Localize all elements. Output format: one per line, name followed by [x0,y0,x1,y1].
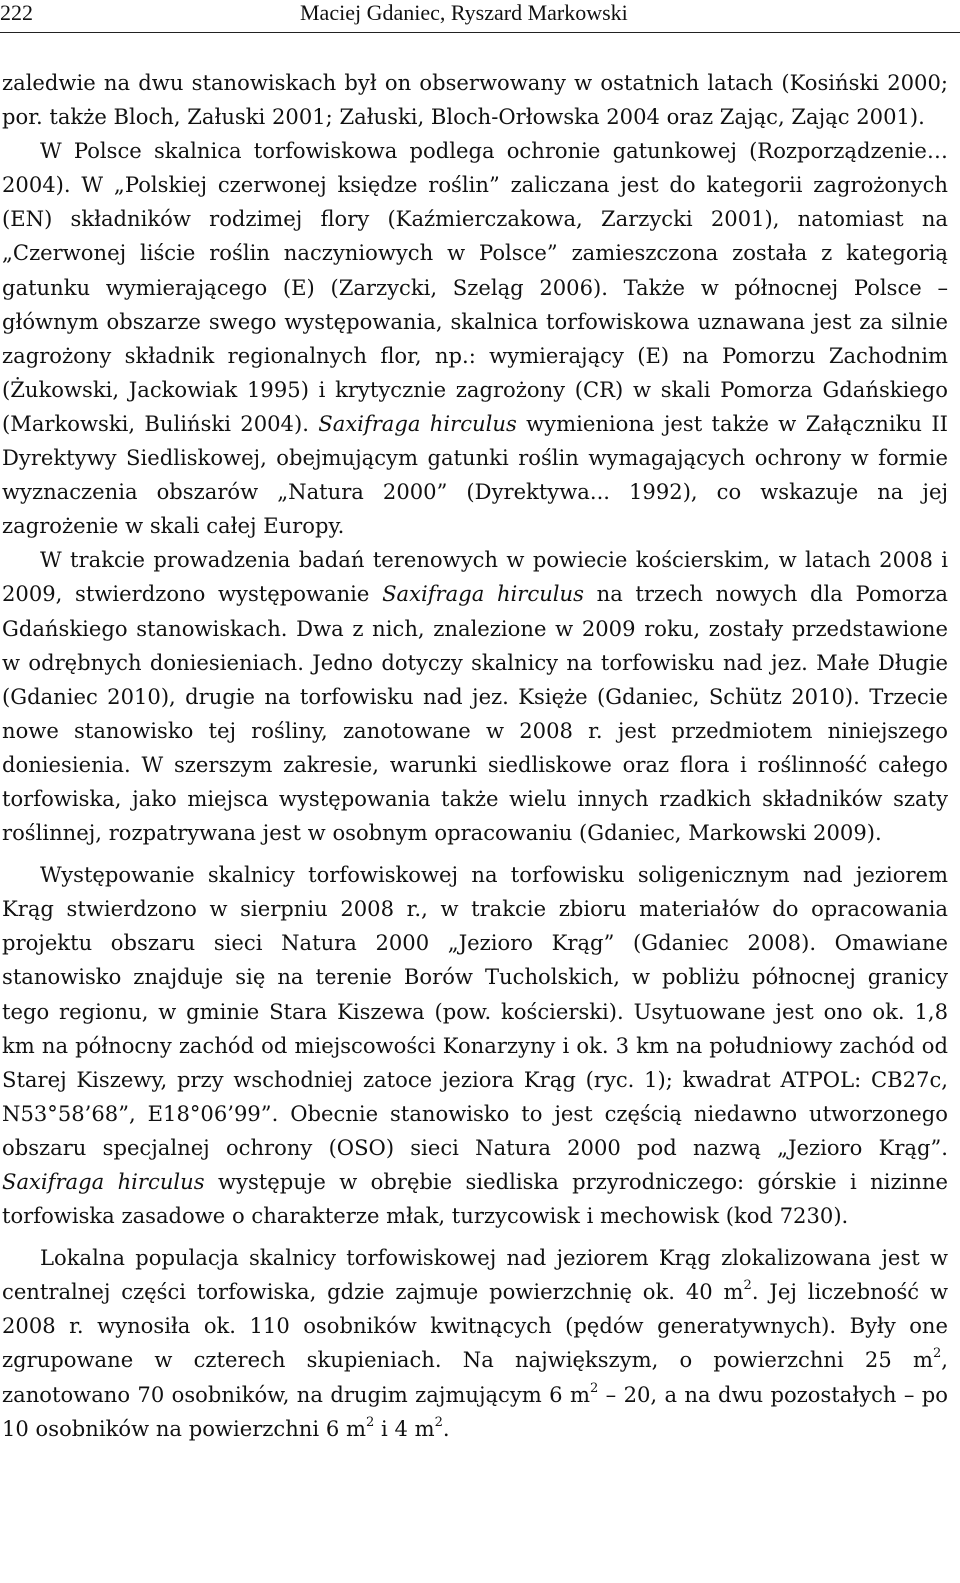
running-head-authors: Maciej Gdaniec, Ryszard Markowski [300,0,628,25]
text-run: – 20, a na dwu pozostałych – po 10 osobników na powierzchni 6 m [2,1381,948,1441]
text-run: zaledwie na dwu stanowiskach był on obserwowany w ostatnich latach (Kosiński 2000; por. także Bloch, Załuski 2001; Załuski, Bloch-Orłowska 2004 oraz Zając, Zając 2001). [2,70,948,130]
text-run: W trakcie prowadzenia badań terenowych w powiecie kościerskim, w latach 2008 i 2009, stwierdzono występowanie [2,547,948,607]
paragraph [2,543,948,850]
page-number: 222 [0,0,33,25]
text-run: występuje w obrębie siedliska przyrodniczego: górskie i nizinne torfowiska zasadowe o charakterze młak, turzycowisk i mechowisk (kod 7230). [2,1169,949,1229]
paragraph [2,134,948,543]
superscript: 2 [743,1278,752,1294]
species-name: Saxifraga hirculus [382,581,584,607]
text-run: Występowanie skalnicy torfowiskowej na torfowisku soligenicznym nad jeziorem Krąg stwierdzono w sierpniu 2008 r., w trakcie zbioru materiałów do opracowania projektu obszaru sieci Natura 2000 „Jezioro Krąg” (Gdaniec 2008). Omawiane stanowisko znajduje się na terenie Borów Tucholskich, w pobliżu północnej granicy tego regionu, w gminie Stara Kiszewa (pow. kościerski). Usytuowane jest ono ok. 1,8 km na północny zachód od miejscowości Konarzyny i ok. 3 km na południowy zachód od Starej Kiszewy, przy wschodniej zatoce jeziora Krąg (ryc. 1); kwadrat ATPOL: CB27c, N53°58’68”, E18°06’99”. Obecnie stanowisko to jest częścią niedawno utworzonego obszaru specjalnej ochrony (OSO) sieci Natura 2000 pod nazwą „Jezioro Krąg”. [2,862,948,1160]
paragraph [2,66,948,134]
text-run: . [442,1415,450,1441]
text-run: i 4 m [374,1415,435,1441]
text-run: Lokalna populacja skalnicy torfowiskowej nad jeziorem Krąg zlokalizowana jest w centralnej części torfowiska, gdzie zajmuje powierzchnię ok. 40 m [2,1245,948,1305]
superscript: 2 [589,1380,599,1396]
text-run: wymieniona jest także w Załączniku II Dyrektywy Siedliskowej, obejmującym gatunki roślin wymagających ochrony w formie wyznaczenia obszarów „Natura 2000” (Dyrektywa... 1992), co wskazuje na jej zagrożenie w skali całej Europy. [2,410,948,539]
superscript: 2 [932,1346,942,1362]
species-name: Saxifraga hirculus [2,1169,205,1194]
paragraph [2,1241,948,1446]
superscript: 2 [434,1414,443,1430]
text-run: na trzech nowych dla Pomorza Gdańskiego stanowiskach. Dwa z nich, znalezione w 2009 roku, zostały przedstawione w odrębnych doniesieniach. Jedno dotyczy skalnicy na torfowisku nad jez. Małe Długie (Gdaniec 2010), drugie na torfowisku nad jez. Księże (Gdaniec, Schütz 2010). Trzecie nowe stanowisko tej rośliny, zanotowane w 2008 r. jest przedmiotem niniejszego doniesienia. W szerszym zakresie, warunki siedliskowe oraz flora i roślinność całego torfowiska, jako miejsca występowania także wielu innych rzadkich składników szaty roślinnej, rozpatrywana jest w osobnym opracowaniu (Gdaniec, Markowski 2009). [2,581,948,846]
paragraph [2,858,948,1233]
text-run: W Polsce skalnica torfowiskowa podlega ochronie gatunkowej (Rozporządzenie… 2004). W „Polskiej czerwonej księdze roślin” zaliczana jest do kategorii zagrożonych (EN) składników rodzimej flory (Kaźmierczakowa, Zarzycki 2001), natomiast na „Czerwonej liście roślin naczyniowych w Polsce” zamieszczona została z kategorią gatunku wymierającego (E) (Zarzycki, Szeląg 2006). Także w północnej Polsce – głównym obszarze swego występowania, skalnica torfowiskowa uznawana jest za silnie zagrożony składnik regionalnych flor, np.: wymierający (E) na Pomorzu Zachodnim (Żukowski, Jackowiak 1995) i krytycznie zagrożony (CR) w skali Pomorza Gdańskiego (Markowski, Buliński 2004). [2,138,948,436]
text-run: . Jej liczebność w 2008 r. wynosiła ok. 110 osobników kwitnących (pędów generatywnych). Były one zgrupowane w czterech skupieniach. Na największym, o powierzchni 25 m [2,1279,948,1373]
superscript: 2 [365,1414,375,1430]
species-name: Saxifraga hirculus [318,410,517,436]
text-run: , zanotowano 70 osobników, na drugim zajmującym 6 m [2,1347,948,1407]
running-head [0,0,960,33]
article-body [2,66,948,1446]
